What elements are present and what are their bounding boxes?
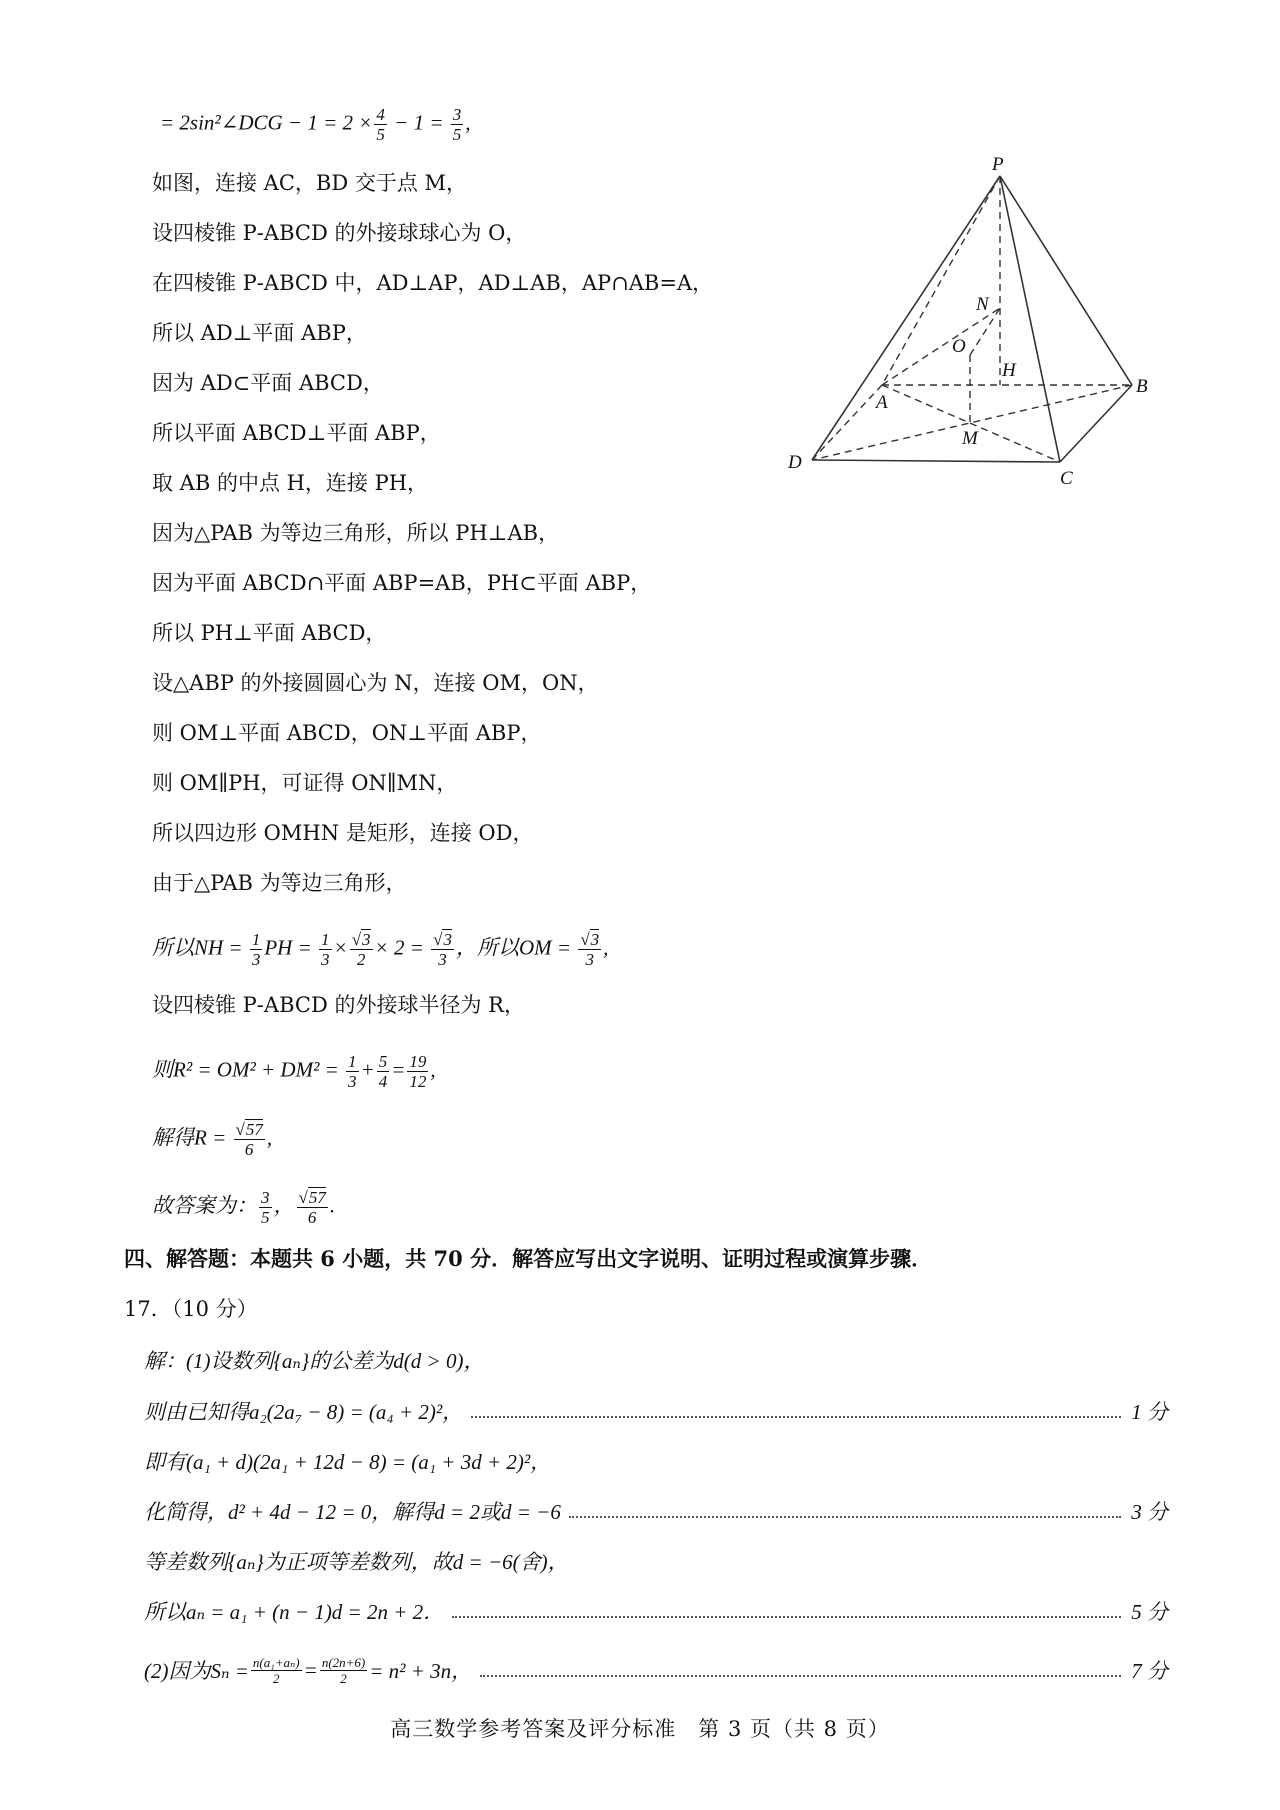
label-C: C [1060, 468, 1073, 489]
edge-CB [1060, 385, 1132, 462]
text-line-12: 设△ABP 的外接圆圆心为 N，连接 OM，ON， [152, 671, 599, 695]
score-1: 1 分 [1131, 1400, 1168, 1424]
solution-line-1: 解：(1)设数列{aₙ}的公差为d(d > 0)， [144, 1349, 485, 1373]
label-O: O [952, 336, 966, 357]
score-3: 3 分 [1131, 1500, 1168, 1524]
score-leader [480, 1675, 1121, 1677]
frac-4-5: $\frac{4}{5}$ [376, 105, 385, 144]
edge-AD [812, 385, 882, 460]
text-line-3: 设四棱锥 P‐ABCD 的外接球球心为 O， [152, 221, 527, 245]
score-7: 7 分 [1131, 1659, 1168, 1683]
frac-sn-1: $\frac{\text{n(a₁+aₙ)}}{2}$ [252, 1654, 300, 1686]
solution-line-5: 等差数列{aₙ}为正项等差数列，故d = −6(舍)， [144, 1550, 569, 1574]
equation-line-17: 所以NH = $\frac{1}{3}$ PH = $\frac{1}{3}$ × $\frac{√3}{2}$ × 2 = $\frac{√3}{3}$ ，所以OM = $\frac{√3}{3}$ , [152, 930, 609, 969]
score-leader [471, 1416, 1121, 1418]
text-line-7: 所以平面 ABCD⊥平面 ABP， [152, 421, 441, 445]
frac-sqrt3-3-b: $\frac{√3}{3}$ [580, 930, 600, 969]
solution-line-2: 则由已知得a₂(2a₇ − 8) = (a₄ + 2)²， 1 分 [144, 1395, 1168, 1427]
final-answer-line: 故答案为： $\frac{3}{5}$ ， $\frac{√57}{6}$ . [152, 1188, 336, 1227]
solution-line-4: 化简得，d² + 4d − 12 = 0，解得d = 2或d = −6 3 分 [144, 1495, 1168, 1527]
edge-DC [812, 460, 1060, 462]
eq1-text: = 2sin²∠DCG − 1 = 2 × [160, 110, 373, 135]
score-5: 5 分 [1131, 1600, 1168, 1624]
edge-PA [882, 176, 1000, 385]
frac-1-3-c: $\frac{1}{3}$ [348, 1052, 357, 1091]
seg-ON [970, 308, 1000, 355]
text-line-2: 如图，连接 AC，BD 交于点 M， [152, 171, 468, 195]
frac-sqrt57-6-b: $\frac{√57}{6}$ [298, 1188, 326, 1227]
edge-PD [812, 176, 1000, 460]
text-line-11: 所以 PH⊥平面 ABCD， [152, 621, 387, 645]
frac-sqrt3-3-a: $\frac{√3}{3}$ [433, 930, 452, 969]
score-leader [569, 1516, 1121, 1518]
solution-line-7: (2)因为Sₙ = $\frac{\text{n(a₁+aₙ)}}{2}$ = $\frac{n(2n+6)}{2}$ = n² + 3n， 7 分 [144, 1654, 1168, 1686]
edge-PC [1000, 176, 1060, 462]
frac-sqrt57-6-a: $\frac{√57}{6}$ [235, 1120, 263, 1159]
text-line-4: 在四棱锥 P‐ABCD 中，AD⊥AP，AD⊥AB，AP∩AB=A， [152, 271, 714, 295]
label-A: A [876, 392, 888, 413]
equation-line-19: 则R² = OM² + DM² = $\frac{1}{3}$ + $\frac{5}{4}$ = $\frac{19}{12}$ , [152, 1052, 436, 1091]
frac-1-3-b: $\frac{1}{3}$ [321, 930, 330, 969]
text-line-10: 因为平面 ABCD∩平面 ABP=AB，PH⊂平面 ABP， [152, 571, 652, 595]
diag-AC [882, 385, 1060, 462]
label-M: M [962, 428, 978, 449]
label-H: H [1002, 360, 1016, 381]
score-leader [452, 1616, 1121, 1618]
equation-line-20: 解得R = $\frac{√57}{6}$ , [152, 1120, 273, 1159]
equation-line-1: = 2sin²∠DCG − 1 = 2 × $\frac{4}{5}$ − 1 = $\frac{3}{5}$ , [160, 105, 471, 144]
solution-line-6: 所以aₙ = a₁ + (n − 1)d = 2n + 2． 5 分 [144, 1595, 1168, 1627]
text-line-5: 所以 AD⊥平面 ABP， [152, 321, 367, 345]
text-line-14: 则 OM∥PH，可证得 ON∥MN， [152, 771, 458, 795]
label-P: P [992, 154, 1004, 175]
text-line-13: 则 OM⊥平面 ABCD，ON⊥平面 ABP， [152, 721, 542, 745]
text-line-15: 所以四边形 OMHN 是矩形，连接 OD， [152, 821, 534, 845]
frac-sn-2: $\frac{n(2n+6)}{2}$ [321, 1654, 366, 1686]
frac-19-12: $\frac{19}{12}$ [409, 1052, 427, 1091]
section-heading: 四、解答题：本题共 6 小题，共 70 分．解答应写出文字说明、证明过程或演算步骤． [124, 1246, 933, 1271]
text-line-16: 由于△PAB 为等边三角形， [152, 871, 407, 895]
solution-line-3: 即有(a₁ + d)(2a₁ + 12d − 8) = (a₁ + 3d + 2)²， [144, 1450, 552, 1474]
question-number: 17．（10 分） [124, 1297, 258, 1321]
text-line-18: 设四棱锥 P‐ABCD 的外接球半径为 R， [152, 993, 525, 1017]
frac-sqrt3-2: $\frac{√3}{2}$ [351, 930, 371, 969]
frac-3-5-b: $\frac{3}{5}$ [261, 1188, 270, 1227]
frac-1-3-a: $\frac{1}{3}$ [251, 930, 261, 969]
eq1-mid: − 1 = [388, 110, 449, 135]
frac-5-4: $\frac{5}{4}$ [378, 1052, 388, 1091]
label-N: N [976, 294, 989, 315]
text-line-9: 因为△PAB 为等边三角形，所以 PH⊥AB， [152, 521, 560, 545]
frac-3-5: $\frac{3}{5}$ [452, 105, 462, 144]
edge-PB [1000, 176, 1132, 385]
label-D: D [788, 452, 802, 473]
page-footer: 高三数学参考答案及评分标准 第 3 页（共 8 页） [390, 1717, 890, 1741]
pyramid-figure [780, 140, 1180, 500]
text-line-6: 因为 AD⊂平面 ABCD， [152, 371, 384, 395]
seg-AN [882, 308, 1000, 385]
text-line-8: 取 AB 的中点 H，连接 PH， [152, 471, 429, 495]
label-B: B [1136, 376, 1148, 397]
